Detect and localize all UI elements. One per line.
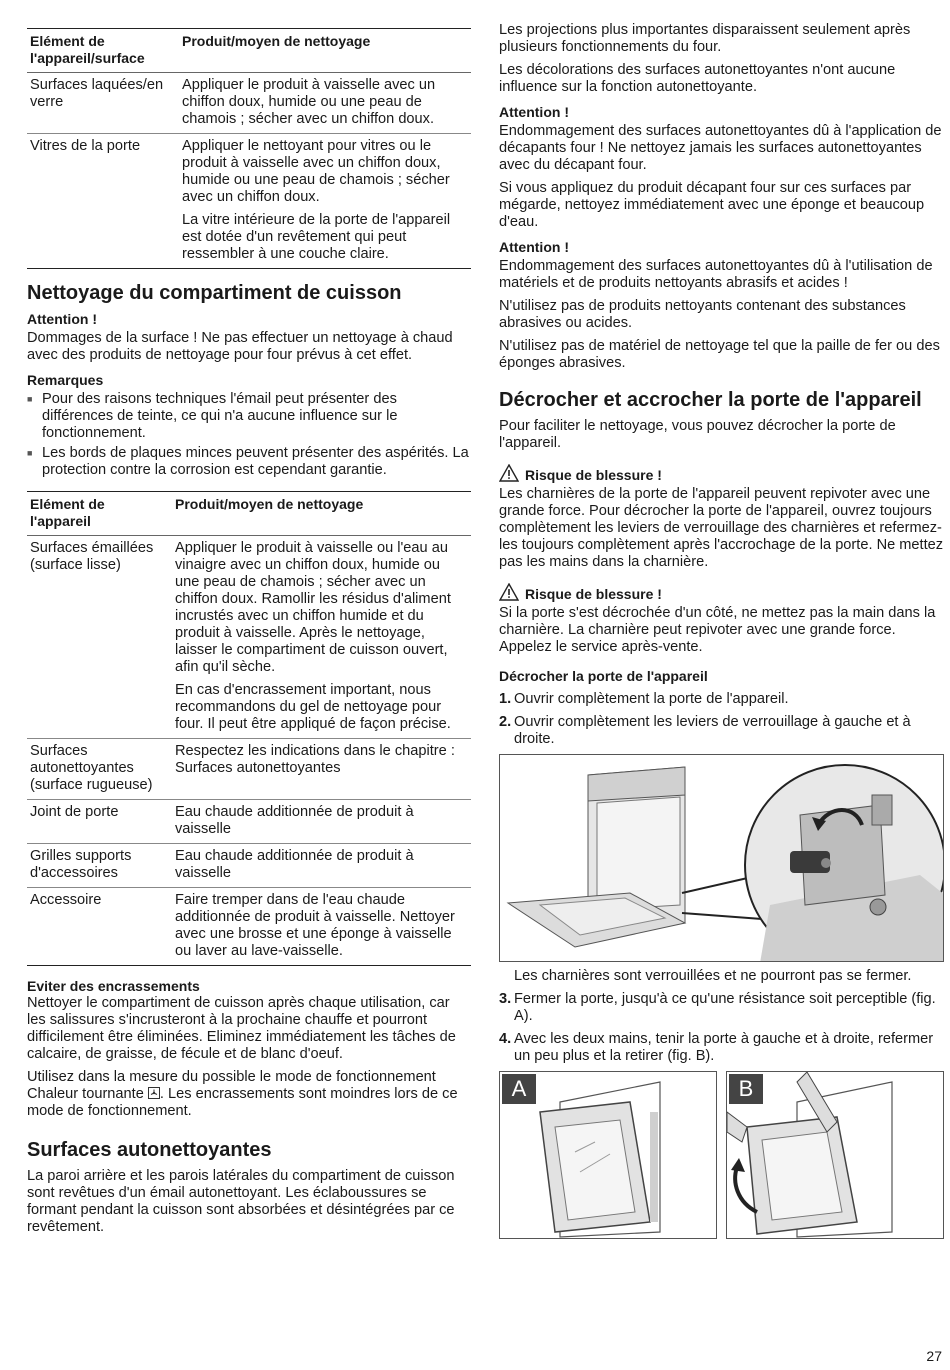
cell-text: Eau chaude additionnée de produit à vaisselle <box>175 848 414 881</box>
table-row <box>27 888 471 966</box>
table-header-cell: Produit/moyen de nettoyage <box>175 496 364 512</box>
table-header-cell: Elément de l'appareil <box>30 496 105 529</box>
table-row <box>27 73 471 134</box>
list-item <box>499 1031 944 1065</box>
risk-label-text: Risque de blessure ! <box>525 586 662 602</box>
table-header-cell: Elément de l'appareil/surface <box>30 33 145 66</box>
step-text: Fermer la porte, jusqu'à ce qu'une résistance soit perceptible (fig. A). <box>514 991 936 1024</box>
risk-label <box>499 464 944 484</box>
avoid-paragraph-2 <box>27 1069 471 1120</box>
fan-heat-icon <box>148 1087 160 1099</box>
table-cell-product <box>179 73 471 134</box>
table-cell-product <box>172 536 471 739</box>
cell-text: Respectez les indications dans le chapitre : Surfaces autonettoyantes <box>175 743 455 776</box>
table-cell-element: Surfaces émaillées (surface lisse) <box>30 540 154 573</box>
step-number: 4. <box>499 1031 512 1047</box>
risk-text: Les charnières de la porte de l'appareil peuvent repivoter avec une grande force. Pour décrocher la porte de l'appareil, ouvrez toujours complètement les leviers de verrouillage des charnières et refermez-les toujours complètement après l'accrochage de la porte. Ne mettez pas les mains dans la charnière. <box>499 486 944 570</box>
list-item: ■ Les bords de plaques minces peuvent présenter des aspérités. La protection contre la corrosion est cependant garantie. <box>27 445 471 479</box>
avoid-paragraph: Nettoyer le compartiment de cuisson après chaque utilisation, car les salissures s'incrusteront à la prochaine chauffe et pourront difficilement être éliminées. Eliminez immédiatement les tâches de calcaire, de graisse, de fécule et de blanc d'oeuf. <box>27 995 456 1062</box>
cell-text: Eau chaude additionnée de produit à vaisselle <box>175 804 414 837</box>
remarks-list <box>27 391 471 479</box>
cell-text: Appliquer le produit à vaisselle avec un chiffon doux, humide ou une peau de chamois ; sécher avec un chiffon doux. <box>182 77 436 127</box>
avoid-title: Eviter des encrassements <box>27 978 200 994</box>
selfclean-paragraph: Les projections plus importantes disparaissent seulement après plusieurs fonctionnements du four. <box>499 22 911 55</box>
risk-text: Si la porte s'est décrochée d'un côté, ne mettez pas la main dans la charnière. La charnière peut repivoter avec une grande force. Appelez le service après-vente. <box>499 605 936 655</box>
hinge-illustration <box>500 755 944 962</box>
attention-text: Dommages de la surface ! Ne pas effectuer un nettoyage à chaud avec des produits de nettoyage pour four prévus à cet effet. <box>27 330 453 363</box>
table-cell-element: Accessoire <box>30 892 102 908</box>
table-row <box>27 739 471 800</box>
table-cell-product <box>172 844 471 888</box>
attention-text: N'utilisez pas de matériel de nettoyage tel que la paille de fer ou des éponges abrasives. <box>499 338 940 371</box>
attention-text: Si vous appliquez du produit décapant four sur ces surfaces par mégarde, nettoyez immédiatement avec une éponge et beaucoup d'eau. <box>499 180 925 230</box>
figure-a <box>499 1071 717 1239</box>
section-title: Nettoyage du compartiment de cuisson <box>27 282 402 304</box>
cell-text: Faire tremper dans de l'eau chaude additionnée de produit à vaisselle. Nettoyer avec une brosse et une éponge à vaisselle ou laver au lave-vaisselle. <box>175 892 455 959</box>
table-header-row <box>27 29 471 73</box>
table-cell-element: Grilles supports d'accessoires <box>30 848 132 881</box>
selfclean-paragraph: La paroi arrière et les parois latérales du compartiment de cuisson sont revêtues d'un émail autonettoyant. Les éclaboussures se formant pendant la cuisson sont absorbées et désintégrées par ce revêtement. <box>27 1168 455 1235</box>
warning-triangle-icon <box>499 464 519 482</box>
table-cell-product <box>172 739 471 800</box>
warning-triangle-icon <box>499 583 519 601</box>
attention-text: Endommagement des surfaces autonettoyantes dû à l'utilisation de matériels et de produits nettoyants abrasifs et acides ! <box>499 258 933 291</box>
table-header-cell: Produit/moyen de nettoyage <box>182 33 371 49</box>
attention-label: Attention ! <box>499 239 569 255</box>
hinge-figure <box>499 754 944 962</box>
step-text: Ouvrir complètement les leviers de verrouillage à gauche et à droite. <box>514 714 911 747</box>
attention-text: N'utilisez pas de produits nettoyants contenant des substances abrasives ou acides. <box>499 298 906 331</box>
steps-list <box>499 691 944 748</box>
right-column <box>499 22 944 1239</box>
subsection-title: Décrocher la porte de l'appareil <box>499 668 708 684</box>
cleaning-table-1 <box>27 28 471 269</box>
table-cell-element: Vitres de la porte <box>30 138 141 154</box>
table-cell-element: Surfaces laquées/en verre <box>30 77 164 110</box>
avoid-text-after: . Les encrassements sont moindres lors de ce mode de fonctionnement. <box>27 1086 458 1119</box>
selfclean-paragraph: Les décolorations des surfaces autonettoyantes n'ont aucune influence sur la fonction autonettoyante. <box>499 62 896 95</box>
cell-text: Appliquer le nettoyant pour vitres ou le produit à vaisselle avec un chiffon doux, humide ou une peau de chamois ; sécher avec un chiffon doux. <box>182 138 450 205</box>
attention-text: Endommagement des surfaces autonettoyantes dû à l'application de décapants four ! Ne nettoyez jamais les surfaces autonettoyantes avec du décapant four. <box>499 123 942 173</box>
list-item: ■ Pour des raisons techniques l'émail peut présenter des différences de teinte, ce qui n'a aucune influence sur le fonctionnement. <box>27 391 471 442</box>
table-cell-product <box>172 800 471 844</box>
figure-b-label: B <box>729 1074 763 1104</box>
cleaning-table-2 <box>27 491 471 966</box>
table-cell-element: Joint de porte <box>30 804 119 820</box>
section-title: Décrocher et accrocher la porte de l'appareil <box>499 389 922 411</box>
figure-a-label: A <box>502 1074 536 1104</box>
table-row <box>27 536 471 739</box>
steps-list <box>499 991 944 1065</box>
attention-label: Attention ! <box>499 104 569 120</box>
risk-label-text: Risque de blessure ! <box>525 467 662 483</box>
table-cell-product <box>179 134 471 269</box>
list-item <box>499 991 944 1025</box>
step-number: 1. <box>499 691 512 707</box>
step-text: Avec les deux mains, tenir la porte à gauche et à droite, refermer un peu plus et la retirer (fig. B). <box>514 1031 934 1064</box>
table-cell-product <box>172 888 471 966</box>
avoid-text-before: Utilisez dans la mesure du possible le mode de fonctionnement Chaleur tournante <box>27 1069 436 1102</box>
table-row <box>27 134 471 269</box>
section-title: Surfaces autonettoyantes <box>27 1139 272 1161</box>
figure-caption: Les charnières sont verrouillées et ne pourront pas se fermer. <box>514 968 912 984</box>
table-cell-element: Surfaces autonettoyantes (surface rugueuse) <box>30 743 153 793</box>
list-item <box>499 691 944 708</box>
cell-text: En cas d'encrassement important, nous recommandons du gel de nettoyage pour four. Il peut être appliqué de façon précise. <box>175 682 451 732</box>
step-text: Ouvrir complètement la porte de l'appareil. <box>514 691 789 707</box>
attention-label: Attention ! <box>27 311 97 327</box>
cell-text: Appliquer le produit à vaisselle ou l'eau au vinaigre avec un chiffon doux, humide ou une peau de chamois ; sécher avec un chiffon doux. Ramollir les résidus d'aliment incrustés avec un chiffon humide et du produit à vaisselle. Après le nettoyage, laisser le compartiment de cuisson ouvert, afin qu'il sèche. <box>175 540 451 675</box>
cell-text: La vitre intérieure de la porte de l'appareil est dotée d'un revêtement qui peut ressembler à une couche claire. <box>182 212 451 262</box>
table-header-row <box>27 492 471 536</box>
table-row <box>27 844 471 888</box>
list-item <box>499 714 944 748</box>
figures-row <box>499 1071 944 1239</box>
left-column <box>27 0 471 1242</box>
remarks-label: Remarques <box>27 372 104 388</box>
door-intro: Pour faciliter le nettoyage, vous pouvez décrocher la porte de l'appareil. <box>499 418 896 451</box>
figure-b <box>726 1071 944 1239</box>
risk-label <box>499 583 944 603</box>
table-row <box>27 800 471 844</box>
step-number: 2. <box>499 714 512 730</box>
step-number: 3. <box>499 991 512 1007</box>
page-number: 27 <box>926 1348 942 1364</box>
